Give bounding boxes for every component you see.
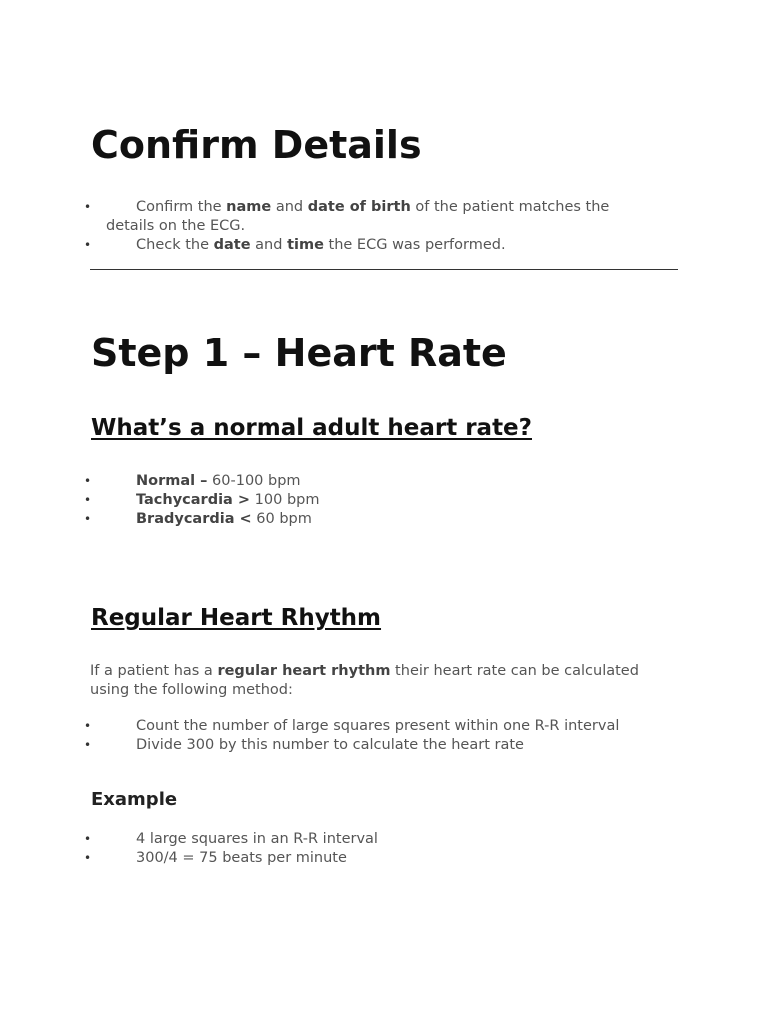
bullet-icon: • (84, 493, 92, 507)
rate-label: Normal – (136, 473, 208, 489)
intro-text: If a patient has a (90, 663, 218, 679)
list-item (0, 717, 660, 736)
list-item-bold: date of birth (307, 199, 411, 215)
list-item (0, 491, 660, 510)
list-item-text: of the patient matches the details on the ECG. (106, 199, 610, 234)
list-item (0, 830, 660, 849)
method-steps-list (0, 717, 660, 755)
rate-value: 60 bpm (251, 511, 312, 527)
bullet-icon: • (84, 474, 92, 488)
list-item (0, 736, 660, 755)
list-item-text: Count the number of large squares present within one R-R interval (136, 718, 620, 734)
list-item-bold: time (287, 237, 324, 253)
bullet-icon: • (84, 851, 92, 865)
example-list (0, 830, 660, 868)
intro-bold: regular heart rhythm (217, 663, 391, 679)
list-item (0, 198, 660, 236)
rate-value: 60-100 bpm (207, 473, 301, 489)
list-item-text: and (250, 237, 288, 253)
rate-label: Tachycardia > (136, 492, 251, 508)
heart-rate-list (0, 472, 660, 529)
list-item (0, 510, 660, 529)
list-item-text: 300/4 = 75 beats per minute (136, 850, 347, 866)
example-heading: Example (91, 789, 178, 810)
list-item-text: and (271, 199, 308, 215)
bullet-icon: • (84, 832, 92, 846)
bullet-icon: • (84, 719, 92, 733)
bullet-icon: • (84, 738, 92, 752)
list-item (0, 849, 660, 868)
list-item (0, 236, 660, 255)
list-item-text: the ECG was performed. (323, 237, 506, 253)
regular-rhythm-intro (90, 662, 680, 700)
list-item-text: 4 large squares in an R-R interval (136, 831, 378, 847)
bullet-icon: • (84, 512, 92, 526)
intro-text: their heart rate can be calculated using the following method: (90, 663, 639, 698)
bullet-icon: • (84, 200, 92, 214)
rate-value: 100 bpm (250, 492, 320, 508)
confirm-details-heading: Confirm Details (91, 123, 422, 167)
list-item (0, 472, 660, 491)
confirm-details-list (0, 198, 660, 255)
step1-heading: Step 1 – Heart Rate (91, 331, 507, 375)
list-item-text: Check the (136, 237, 214, 253)
rate-label: Bradycardia < (136, 511, 252, 527)
bullet-icon: • (84, 238, 92, 252)
list-item-bold: name (226, 199, 272, 215)
normal-heart-rate-heading: What’s a normal adult heart rate? (91, 415, 532, 441)
list-item-text: Confirm the (136, 199, 227, 215)
regular-heart-rhythm-heading: Regular Heart Rhythm (91, 605, 382, 631)
horizontal-divider (90, 269, 678, 270)
list-item-text: Divide 300 by this number to calculate the heart rate (136, 737, 524, 753)
list-item-bold: date (213, 237, 251, 253)
